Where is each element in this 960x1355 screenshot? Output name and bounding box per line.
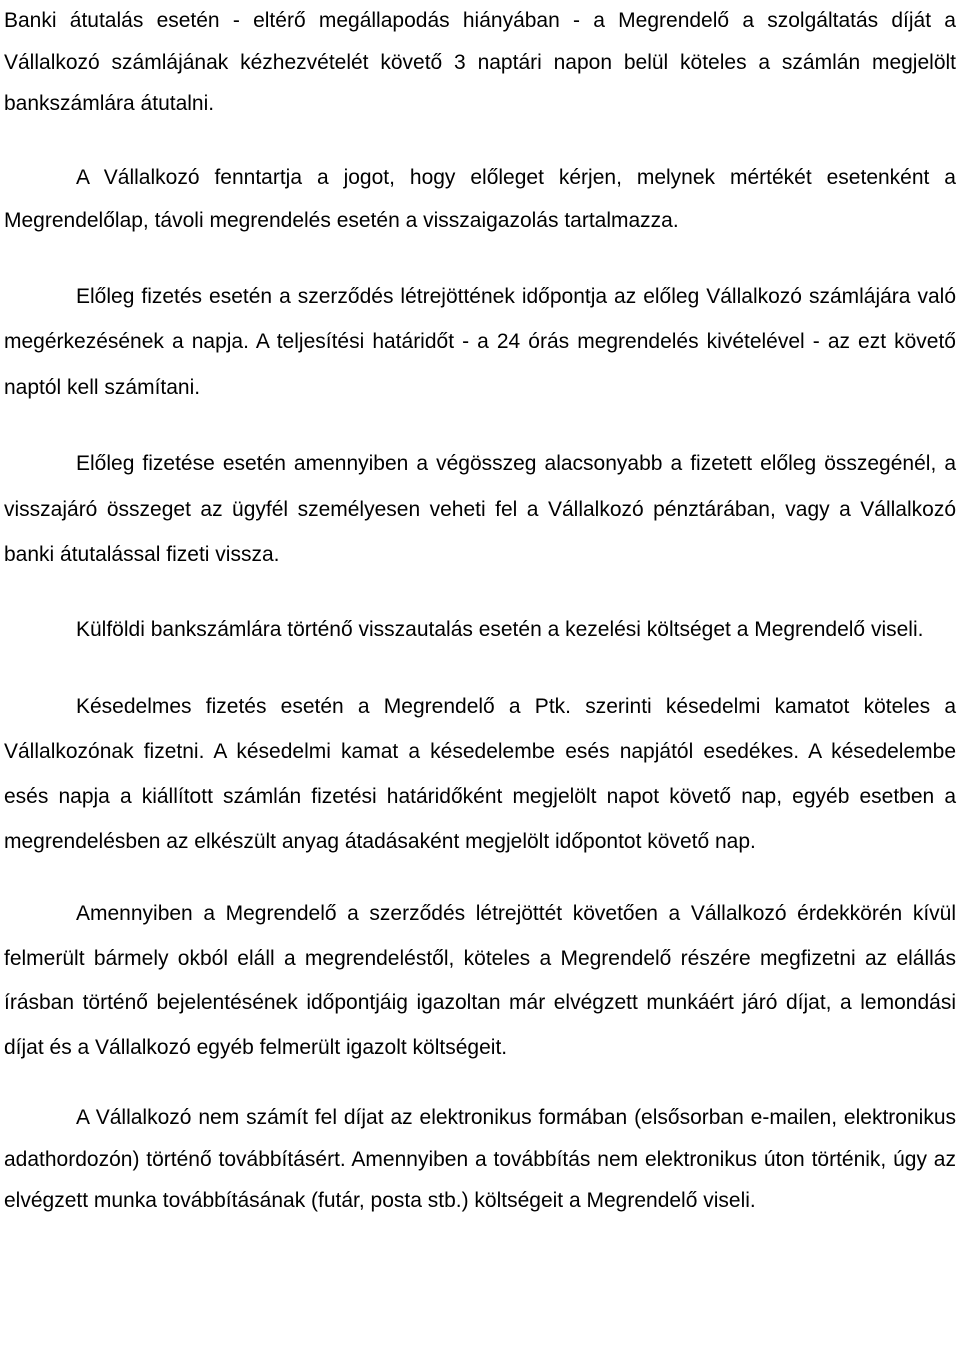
paragraph-late-payment: Késedelmes fizetés esetén a Megrendelő a Ptk. szerinti késedelmi kamatot köteles a Vállalkozónak fizetni. A késedelmi kamat a késedelembe esés napjától esedékes. A késedelembe esés napja a kiállított számlán fizetési határidőként megjelölt napot követő nap, egyéb esetben a megrendelésben az elkészült anyag átadásaként megjelölt időpontot követő nap. xyxy=(4,695,956,853)
document-page xyxy=(4,0,956,1222)
paragraph-withdrawal: Amennyiben a Megrendelő a szerződés létrejöttét követően a Vállalkozó érdekkörén kívül felmerült bármely okból eláll a megrendeléstől, köteles a Megrendelő részére megfizetni az elállás írásban történő bejelentésének időpontjáig igazoltan már elvégzett munkáért járó díjat, a lemondási díjat és a Vállalkozó egyéb felmerült igazolt költségeit. xyxy=(4,902,956,1059)
paragraph-bank-transfer: Banki átutalás esetén - eltérő megállapodás hiányában - a Megrendelő a szolgáltatás díját a Vállalkozó számlájának kézhezvételét követő 3 naptári napon belül köteles a számlán megjelölt bankszámlára átutalni. xyxy=(4,9,956,115)
paragraph-advance-payment: Előleg fizetés esetén a szerződés létrejöttének időpontja az előleg Vállalkozó számlájára való megérkezésének a napja. A teljesítési határidőt - a 24 órás megrendelés kivételével - az ezt követő naptól kell számítani. xyxy=(4,284,956,399)
paragraph-foreign-transfer: Külföldi bankszámlára történő visszautalás esetén a kezelési költséget a Megrendelő viseli. xyxy=(76,617,924,641)
paragraph-advance-refund: Előleg fizetése esetén amennyiben a végösszeg alacsonyabb a fizetett előleg összegénél, a visszajáró összeget az ügyfél személyesen veheti fel a Vállalkozó pénztárában, vagy a Vállalkozó banki átutalással fizeti vissza. xyxy=(4,452,956,566)
paragraph-delivery-fee: A Vállalkozó nem számít fel díjat az elektronikus formában (elsősorban e-mailen, elektronikus adathordozón) történő továbbításért. Amennyiben a továbbítás nem elektronikus úton történik, úgy az elvégzett munka továbbításának (futár, posta stb.) költségeit a Megrendelő viseli. xyxy=(4,1106,956,1212)
paragraph-advance-request: A Vállalkozó fenntartja a jogot, hogy előleget kérjen, melynek mértékét esetenként a Megrendelőlap, távoli megrendelés esetén a visszaigazolás tartalmazza. xyxy=(4,165,956,232)
